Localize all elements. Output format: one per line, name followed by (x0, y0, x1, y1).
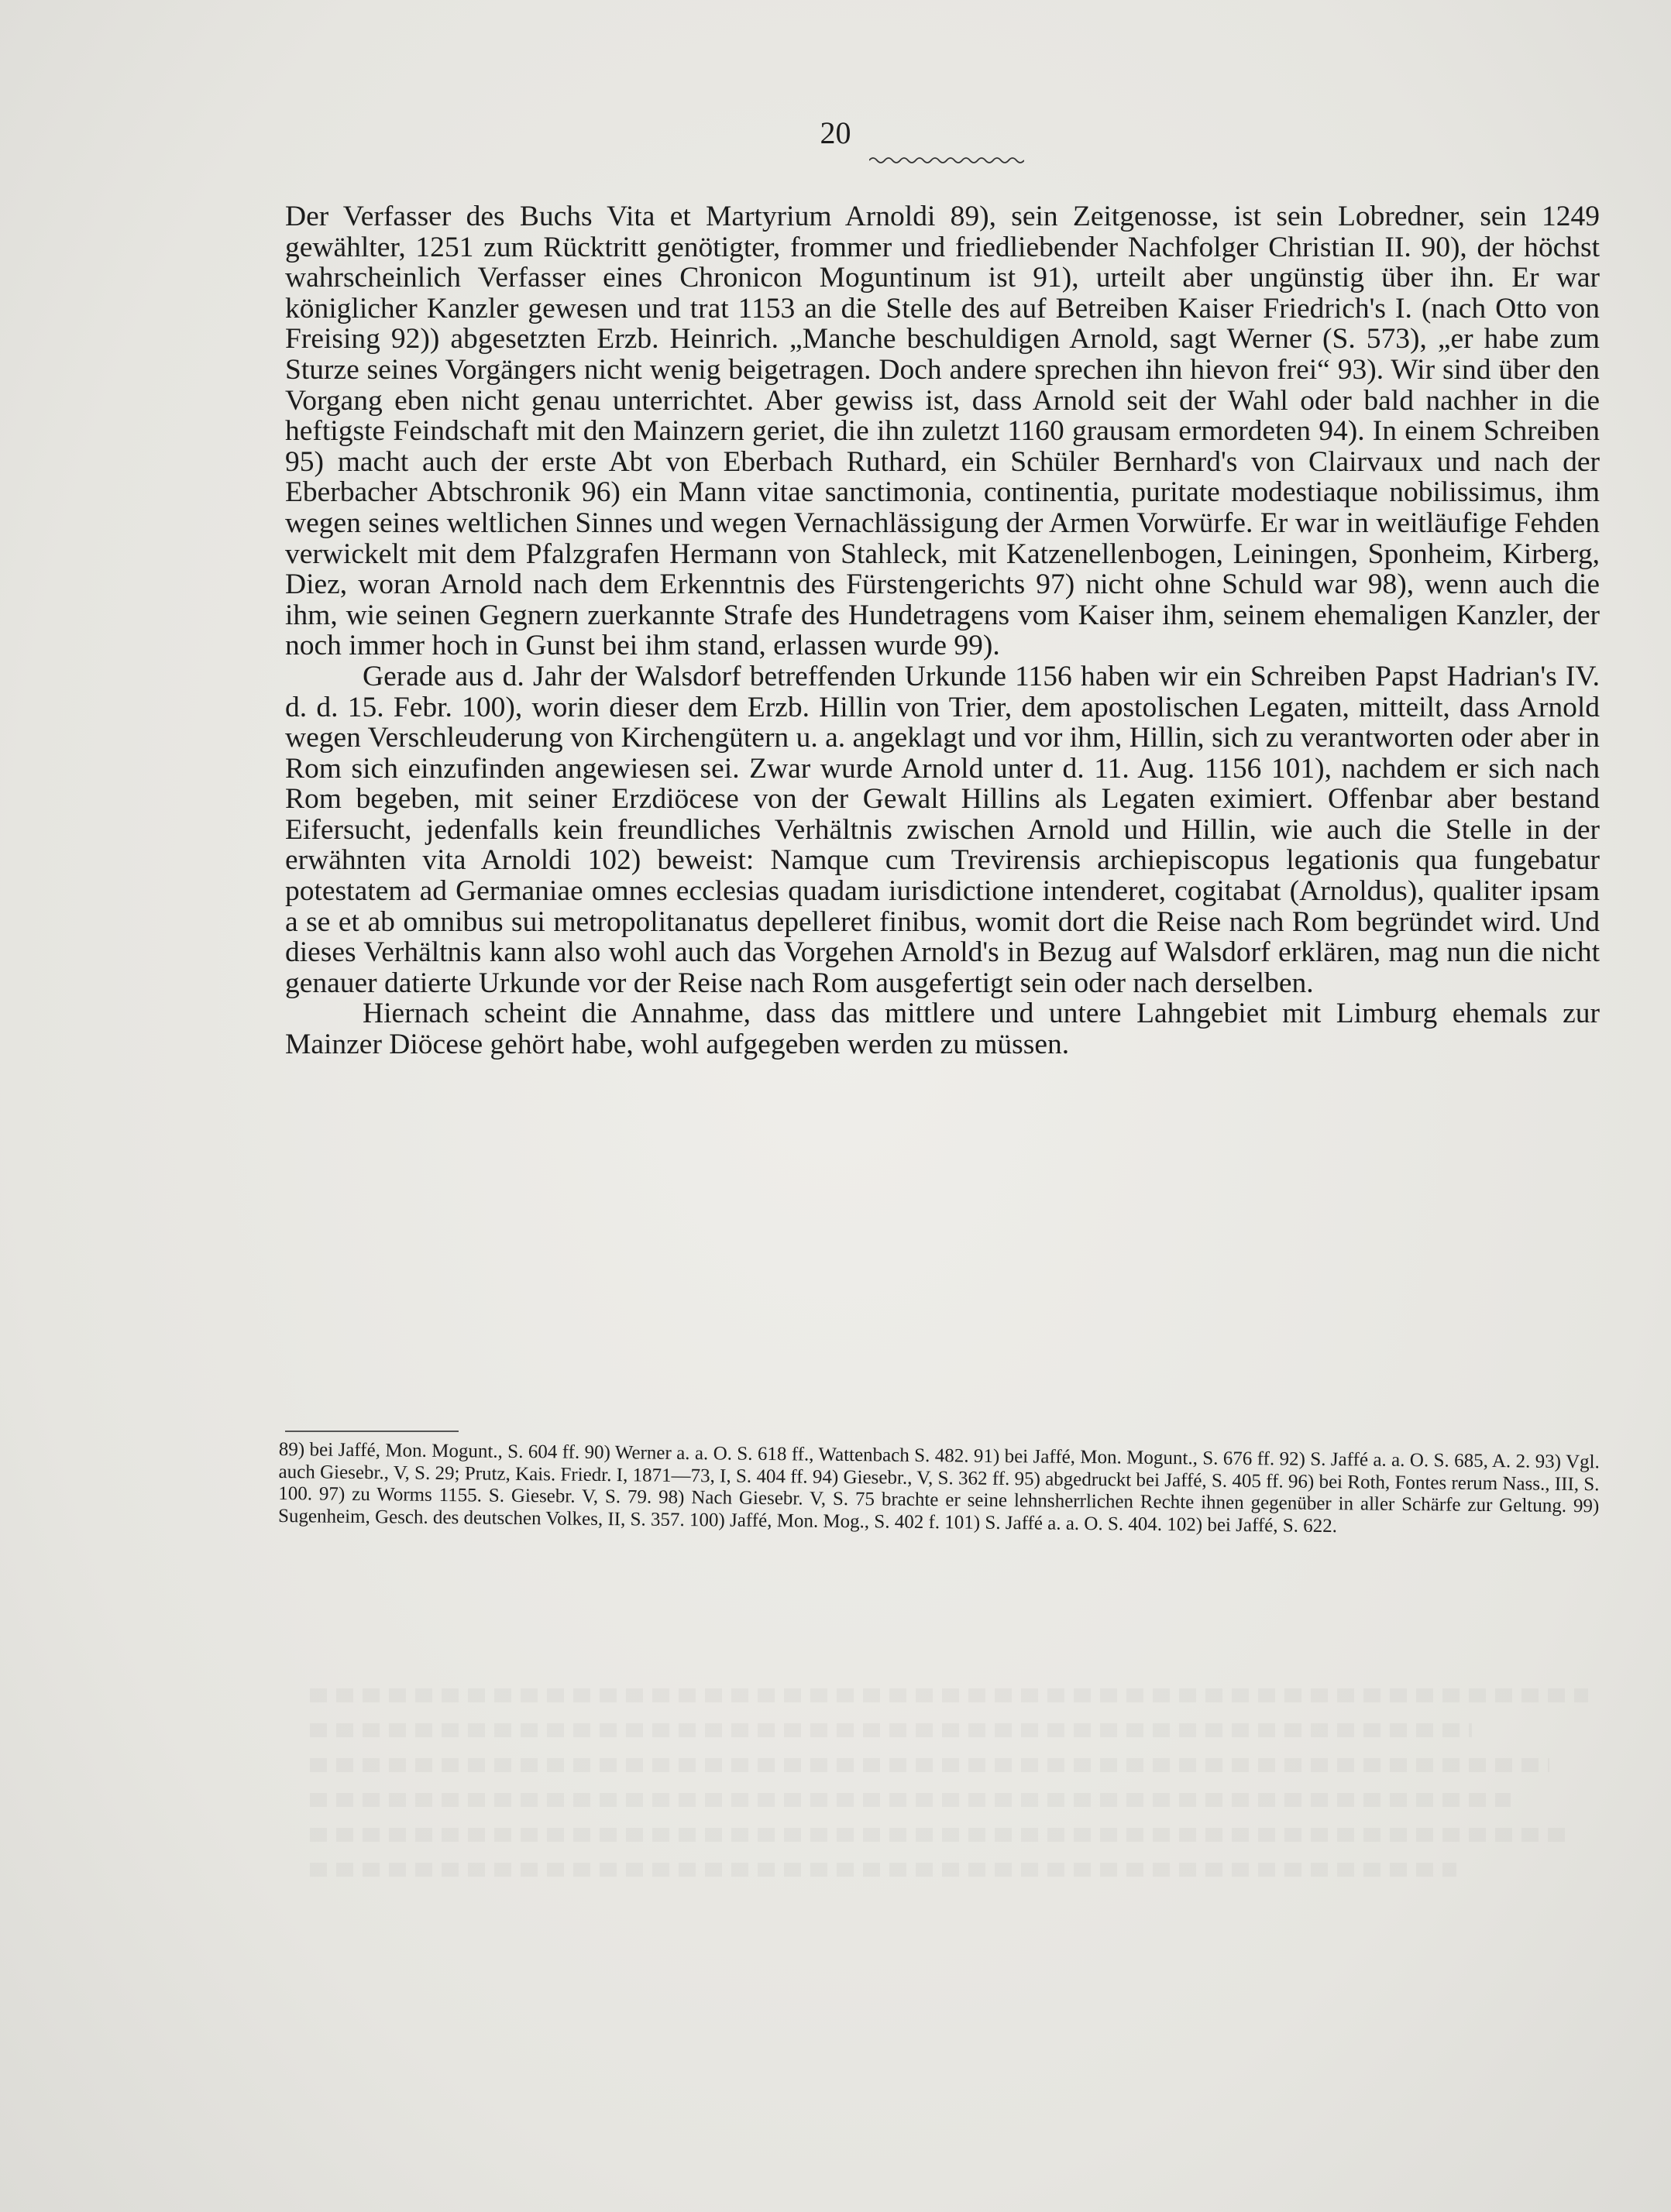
paragraph-3: Hiernach scheint die Annahme, dass das mittlere und untere Lahngebiet mit Limburg ehemals zur Mainzer Diöcese gehört habe, wohl aufgegeben werden zu müssen. (285, 998, 1600, 1061)
paragraph-2: Gerade aus d. Jahr der Walsdorf betreffenden Urkunde 1156 haben wir ein Schreiben Papst Hadrian's IV. d. d. 15. Febr. 100), worin dieser dem Erzb. Hillin von Trier, dem apostolischen Legaten, mitteilt, dass Arnold wegen Verschleuderung von Kirchengütern u. a. angeklagt und vor ihm, Hillin, sich zu verantworten oder aber in Rom sich einzufinden angewiesen sei. Zwar wurde Arnold unter d. 11. Aug. 1156 101), nachdem er sich nach Rom begeben, mit seiner Erzdiöcese von der Gewalt Hillins als Legaten eximiert. Offenbar aber bestand Eifersucht, jedenfalls kein freundliches Verhältnis zwischen Arnold und Hillin, wie auch die Stelle in der erwähnten vita Arnoldi 102) beweist: Namque cum Trevirensis archiepiscopus legationis qua fungebatur potestatem ad Germaniae omnes ecclesias quadam iurisdictione intenderet, cogitabat (Arnoldus), qualiter ipsam a se et ab omnibus sui metropolitanatus depelleret finibus, womit dort die Reise nach Rom begründet wird. Und dieses Verhältnis kann also wohl auch das Vorgehen Arnold's in Bezug auf Walsdorf erklären, mag nun die nicht genauer datierte Urkunde vor der Reise nach Rom ausgefertigt sein oder nach derselben. (285, 660, 1600, 999)
bleed-through-line (310, 1688, 1588, 1702)
footnote-separator (285, 1431, 459, 1432)
body-text (285, 201, 1600, 1060)
wavy-ornament (869, 155, 1024, 166)
paragraph-1: Der Verfasser des Buchs Vita et Martyrium Arnoldi 89), sein Zeitgenosse, ist sein Lobredner, sein 1249 gewählter, 1251 zum Rücktritt genötigter, frommer und friedliebender Nachfolger Christian II. 90), der höchst wahrscheinlich Verfasser eines Chronicon Moguntinum ist 91), urteilt aber ungünstig über ihn. Er war königlicher Kanzler gewesen und trat 1153 an die Stelle des auf Betreiben Kaiser Friedrich's I. (nach Otto von Freising 92)) abgesetzten Erzb. Heinrich. „Manche beschuldigen Arnold, sagt Werner (S. 573), „er habe zum Sturze seines Vorgängers nicht wenig beigetragen. Doch andere sprechen ihn hievon frei“ 93). Wir sind über den Vorgang eben nicht genau unterrichtet. Aber gewiss ist, dass Arnold seit der Wahl oder bald nachher in die heftigste Feindschaft mit den Mainzern geriet, die ihn zuletzt 1160 grausam ermordeten 94). In einem Schreiben 95) macht auch der erste Abt von Eberbach Ruthard, ein Schüler Bernhard's von Clairvaux und nach der Eberbacher Abtschronik 96) ein Mann vitae sanctimonia, continentia, puritate modestiaque nobilissimus, ihm wegen seines weltlichen Sinnes und wegen Vernachlässigung der Armen Vorwürfe. Er war in weitläufige Fehden verwickelt mit dem Pfalzgrafen Hermann von Stahleck, mit Katzenellenbogen, Leiningen, Sponheim, Kirberg, Diez, woran Arnold nach dem Erkenntnis des Fürstengerichts 97) nicht ohne Schuld war 98), wenn auch die ihm, wie seinen Gegnern zuerkannte Strafe des Hundetragens vom Kaiser ihm, seinem ehemaligen Kanzler, der noch immer hoch in Gunst bei ihm stand, erlassen wurde 99). (285, 201, 1600, 662)
bleed-through-line (310, 1758, 1549, 1772)
bleed-through-line (310, 1793, 1511, 1807)
bleed-through-line (310, 1828, 1565, 1842)
page-number: 20 (820, 115, 851, 150)
bleed-through-line (310, 1723, 1472, 1737)
bleed-through-line (310, 1863, 1456, 1877)
footnotes: 89) bei Jaffé, Mon. Mogunt., S. 604 ff. 90) Werner a. a. O. S. 618 ff., Wattenbach S. 482. 91) bei Jaffé, Mon. Mogunt., S. 676 ff. 92) S. Jaffé a. a. O. S. 685, A. 2. 93) Vgl. auch Giesebr., V, S. 29; Prutz, Kais. Friedr. I, 1871—73, I, S. 404 ff. 94) Giesebr., V, S. 362 ff. 95) abgedruckt bei Jaffé, S. 405 ff. 96) bei Roth, Fontes rerum Nass., III, S. 100. 97) zu Worms 1155. S. Giesebr. V, S. 79. 98) Nach Giesebr. V, S. 75 brachte er seine lehnsherrlichen Rechte ihnen gegenüber in aller Schärfe zur Geltung. 99) Sugenheim, Gesch. des deutschen Volkes, II, S. 357. 100) Jaffé, Mon. Mog., S. 402 f. 101) S. Jaffé a. a. O. S. 404. 102) bei Jaffé, S. 622. (277, 1439, 1600, 1537)
